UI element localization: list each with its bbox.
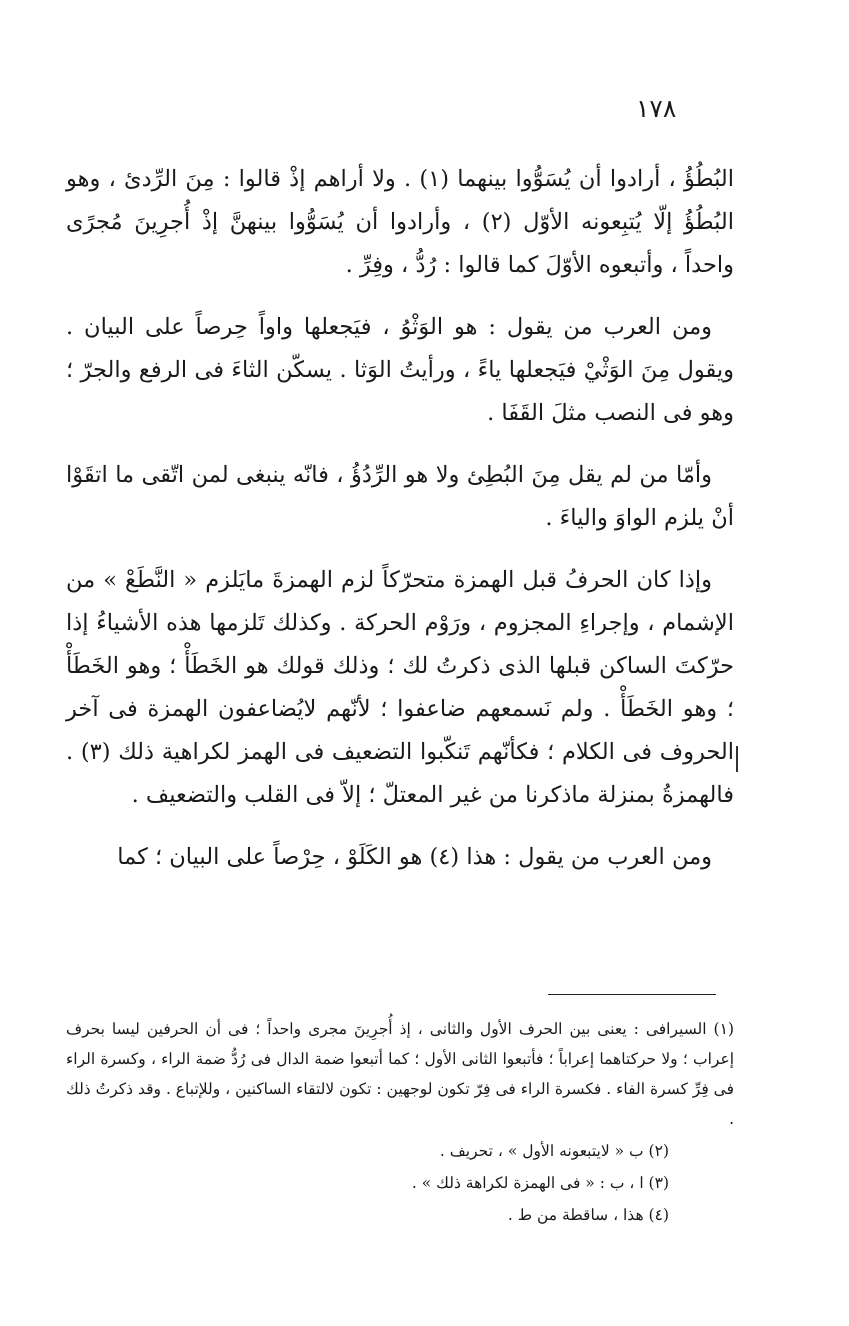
footnote-divider bbox=[548, 994, 716, 995]
page-number: ١٧٨ bbox=[636, 94, 677, 123]
footnote-4: (٤) هذا ، ساقطة من ط . bbox=[507, 1206, 669, 1224]
footnotes bbox=[66, 1014, 734, 1230]
footnote-1: (١) السيرافى : يعنى بين الحرف الأول والثانى ، إذ أُجرِينَ مجرى واحداً ؛ فى أن الحرفين ليسا بحرف إعراب ؛ ولا حركتاهما إعراباً ؛ فأتبعوا الثانى الأول ؛ كما أتبعوا ضمة الدال فى رُدُّ ضمة الراء ، وكسرة الراء فى فِرِّ كسرة الفاء . فكسرة الراء فى فِرّ تكون لوجهين : تكون لالتقاء الساكنين ، وللإتباع . وقد ذكرتُ ذلك . bbox=[66, 1020, 734, 1128]
paragraph-4: وإذا كان الحرفُ قبل الهمزة متحرّكاً لزم الهمزةَ مايَلزم « النَّطَعْ » من الإشمام ، وإجراءِ المجزوم ، ورَوْم الحركة . وكذلك تَلزمها هذه الأشياءُ إذا حرّكتَ الساكن قبلها الذى ذكرتُ لك ؛ وذلك قولك هو الخَطَأْ ؛ وهو الخَطَأْ ؛ وهو الخَطَأْ . ولم نَسمعهم ضاعفوا ؛ لأنّهم لايُضاعفون الهمزة فى آخر الحروف فى الكلام ؛ فكأنّهم تَنكّبوا التضعيف فى الهمز لكراهية ذلك (٣) . فالهمزةُ بمنزلة ماذكرنا من غير المعتلّ ؛ إلاّ فى القلب والتضعيف . bbox=[66, 567, 734, 808]
paragraph-3: وأمّا من لم يقل مِنَ البُطِئ ولا هو الرِّدُؤُ ، فانّه ينبغى لمن اتّقى ما اتقَوْا أنْ يلزم الواوَ والياءَ . bbox=[66, 462, 734, 531]
main-text bbox=[66, 158, 734, 898]
paragraph-5: ومن العرب من يقول : هذا (٤) هو الكَلَوْ ، حِرْصاً على البيان ؛ كما bbox=[117, 844, 712, 870]
paragraph-2: ومن العرب من يقول : هو الوَثْوُ ، فيَجعلها واواً حِرصاً على البيان . ويقول مِنَ الوَثْيْ فيَجعلها ياءً ، ورأيتُ الوَثا . يسكّن الثاءَ فى الرفع والجرّ ؛ وهو فى النصب مثلَ القَفَا . bbox=[66, 314, 734, 426]
footnote-3: (٣) ا ، ب : « فى الهمزة لكراهة ذلك » . bbox=[411, 1174, 669, 1192]
footnote-2: (٢) ب « لايتبعونه الأول » ، تحريف . bbox=[439, 1142, 669, 1160]
margin-mark bbox=[736, 746, 738, 772]
paragraph-1: البُطُؤُ ، أرادوا أن يُسَوُّوا بينهما (١) . ولا أراهم إذْ قالوا : مِنَ الرِّدئ ، وهو البُطُؤُ إلّا يُتبِعونه الأوّل (٢) ، وأرادوا أن يُسَوُّوا بينهنَّ إذْ أُجرِينَ مُجرًى واحداً ، وأتبعوه الأوّلَ كما قالوا : رُدُّ ، وفِرِّ . bbox=[66, 166, 735, 278]
